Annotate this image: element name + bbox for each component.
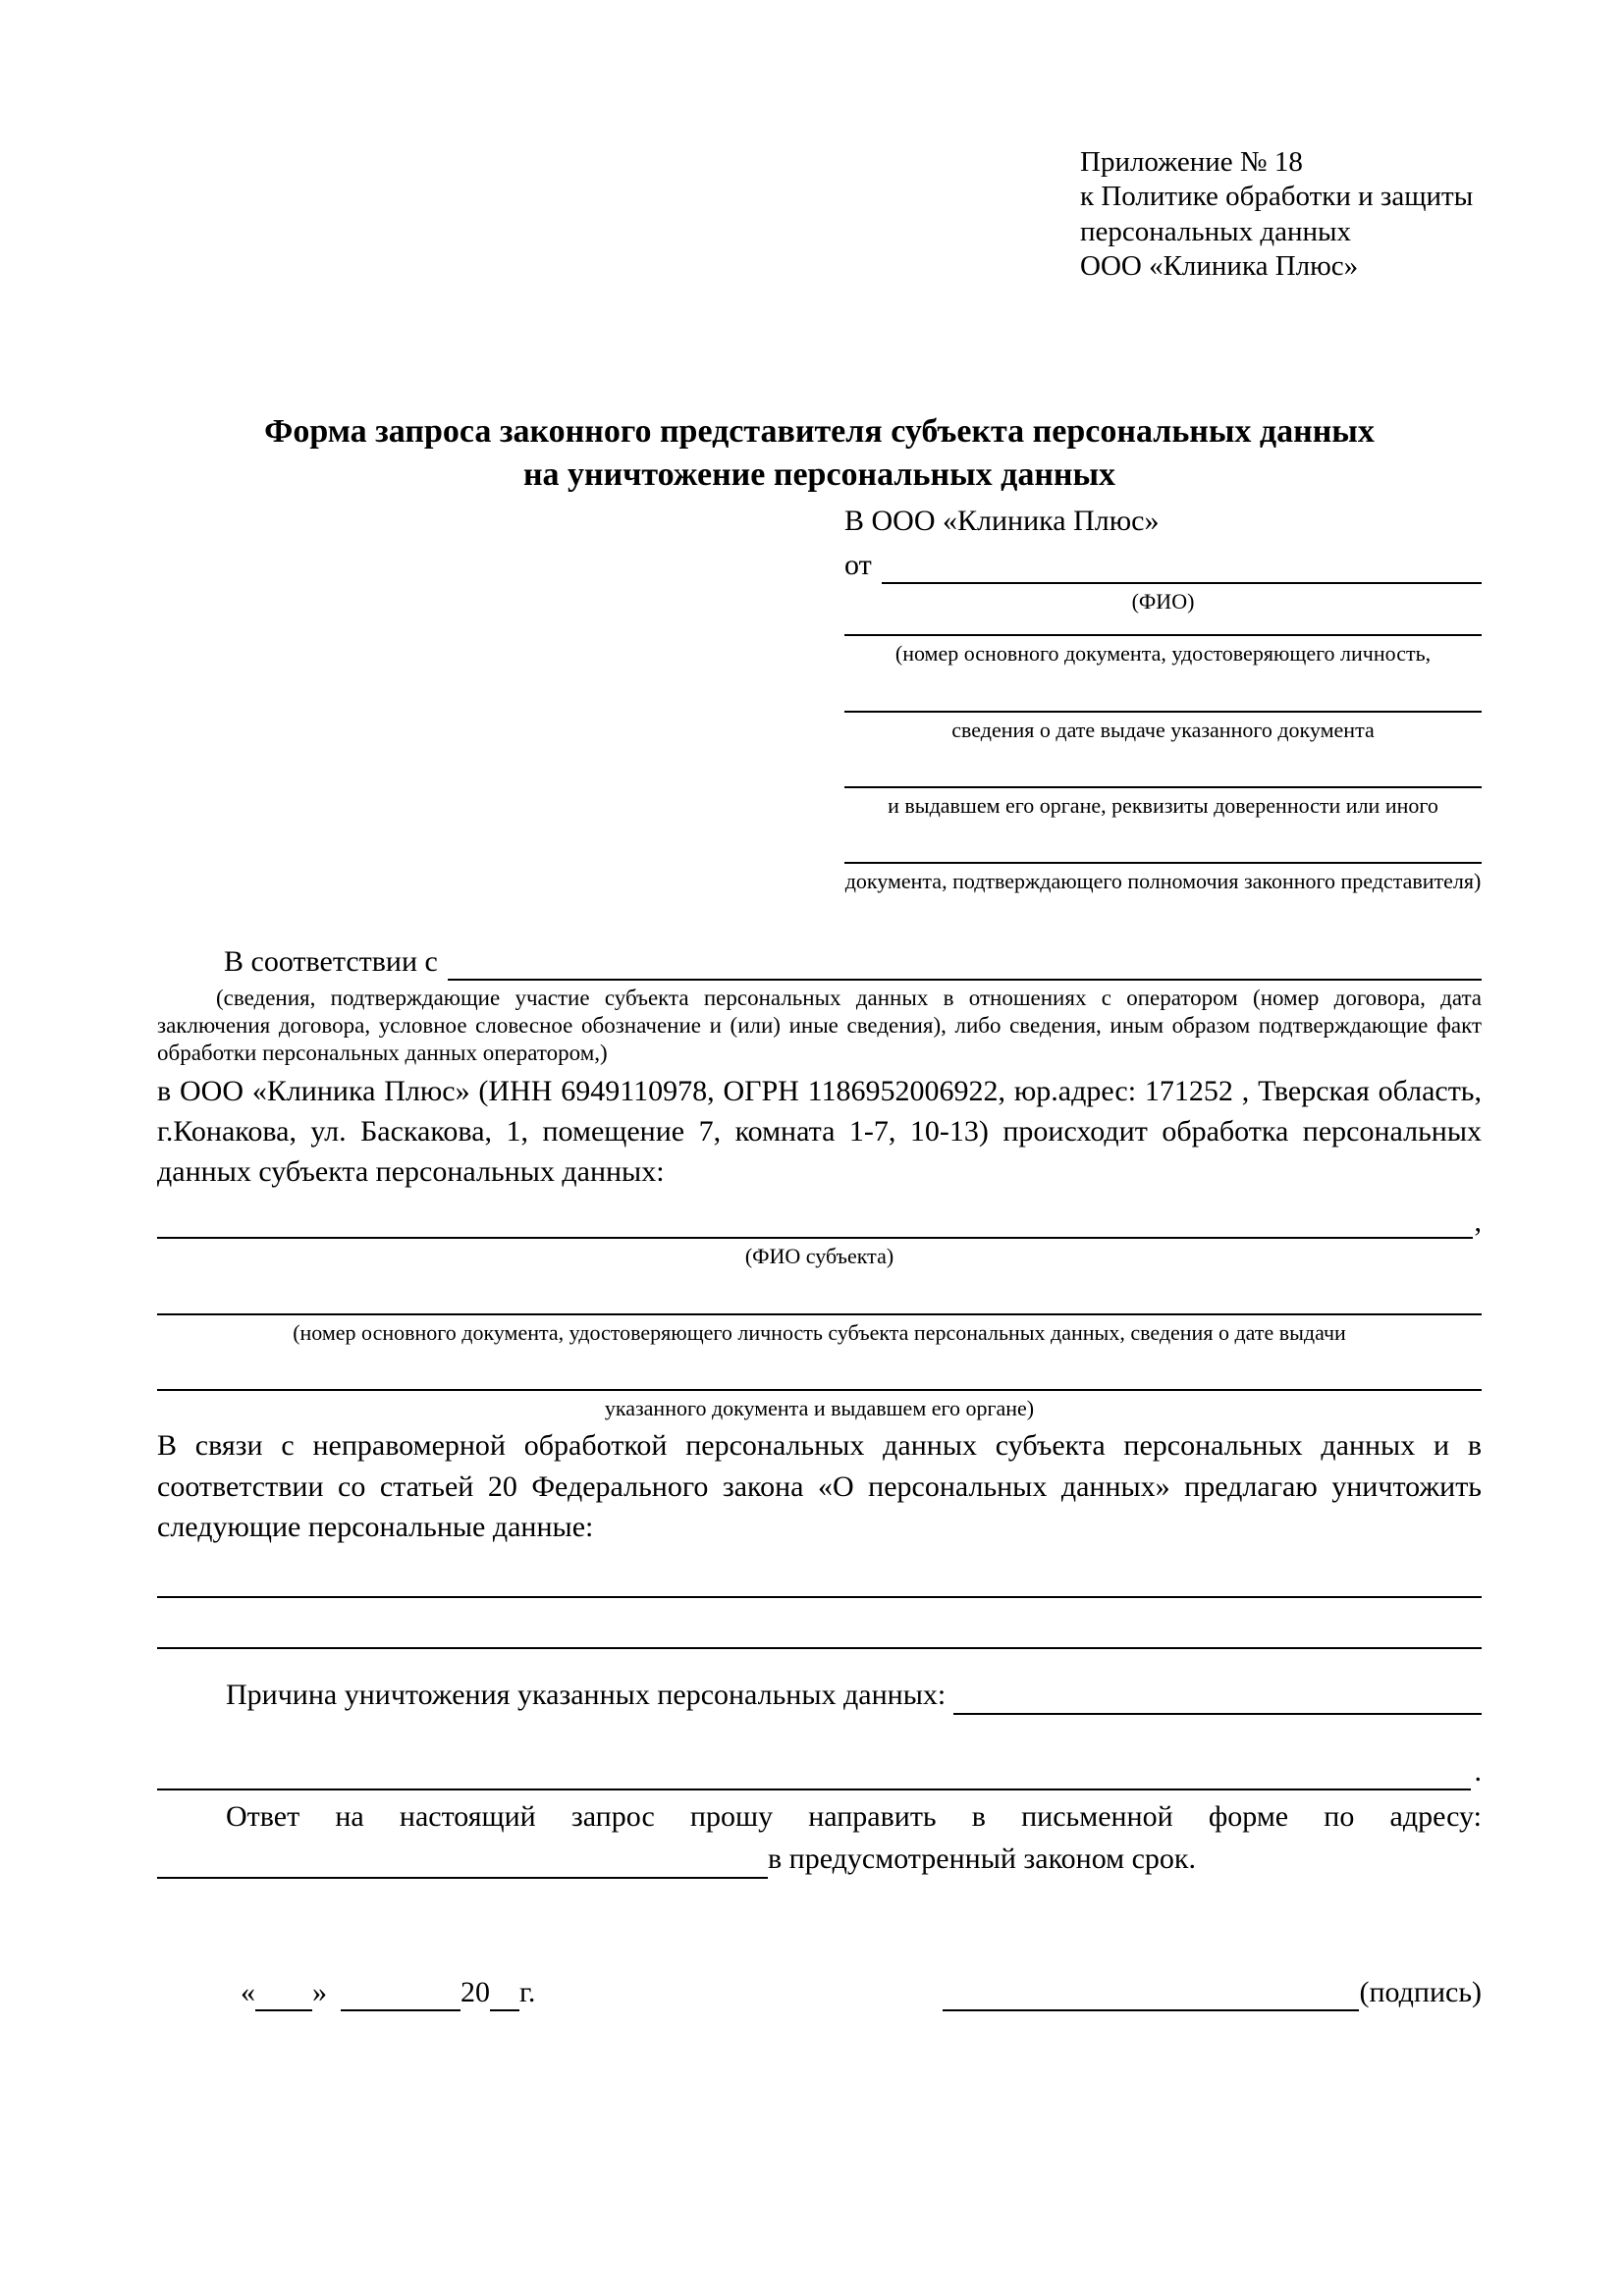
answer-tail-text: в предусмотренный законом срок. [768,1842,1196,1875]
appendix-policy-line2: персональных данных [1080,215,1352,247]
subject-issuer-blank-line [157,1346,1482,1391]
issue-date-caption: сведения о дате выдаче указанного документа [951,717,1375,742]
addressee-to: В ООО «Клиника Плюс» [844,504,1160,537]
reason-period: . [1474,1754,1482,1788]
answer-request-paragraph: Ответ на настоящий запрос прошу направить в письменной форме по адресу: [226,1799,1482,1833]
subject-issuer-caption: указанного документа и выдавшем его органе) [604,1396,1035,1421]
answer-address-blank-line [157,1877,768,1879]
issuing-authority-caption: и выдавшем его органе, реквизиты доверенности или иного [888,793,1438,819]
subject-fio-comma: , [1474,1205,1482,1239]
accordance-blank-line [448,979,1482,981]
representative-authority-blank-line [844,819,1482,864]
page-title [157,410,1482,497]
date-month-blank [341,2009,460,2011]
reason-label: Причина уничтожения указанных персональных данных: [226,1678,947,1711]
operator-info-paragraph: в ООО «Клиника Плюс» (ИНН 6949110978, ОГРН 1186952006922, юр.адрес: 171252 , Тверская область, г.Конакова, ул. Баскакова, 1, помещение 7, комната 1-7, 10-13) происходит обработка персональных данных субъекта персональных данных: [157,1074,1482,1189]
subject-fio-row [157,1205,1482,1239]
appendix-number: Приложение № 18 [1080,146,1303,178]
reason-blank-line [953,1713,1482,1715]
document-number-blank-line [844,614,1482,636]
accordance-row [157,942,1482,981]
issue-date-blank-line [844,667,1482,713]
answer-address-row [157,1839,1482,1879]
accordance-note: (сведения, подтверждающие участие субъекта персональных данных в отношениях с оператором (номер договора, дата заключения договора, условное словесное обозначение и (или) иные сведения), либо сведения, иным образом подтверждающие факт обработки персональных данных оператором,) [157,985,1482,1065]
reason-continuation-blank-line [157,1789,1471,1790]
document-number-caption: (номер основного документа, удостоверяющего личность, [894,641,1432,667]
date-quote-close: » [312,1975,327,2008]
date-quote-open: « [241,1975,255,2008]
date-era-label: г. [519,1975,536,2008]
page-title-line1: Форма запроса законного представителя субъекта персональных данных [264,412,1375,450]
date-year-blank [490,2009,519,2011]
subject-fio-caption: (ФИО субъекта) [744,1244,894,1269]
data-to-destroy-blank-line-1 [157,1547,1482,1598]
representative-authority-caption: документа, подтверждающего полномочия законного представителя) [844,869,1482,894]
subject-document-blank-line [157,1270,1482,1315]
page-title-line2: на уничтожение персональных данных [522,455,1116,493]
from-label: от [844,549,872,582]
signature-caption: (подпись) [1359,1975,1482,2008]
date-year-prefix: 20 [460,1975,490,2008]
appendix-company: ООО «Клиника Плюс» [1080,250,1359,283]
accordance-lead: В соответствии с [224,944,438,978]
appendix-header [1080,145,1482,285]
reason-row [157,1675,1482,1715]
appendix-policy-line: к Политике обработки и защиты [1080,181,1474,213]
addressee-block [844,503,1482,895]
sign-part [943,1973,1482,2011]
subject-fio-blank-line [157,1207,1473,1239]
signature-row [157,1973,1482,2011]
destruction-request-paragraph: В связи с неправомерной обработкой персональных данных субъекта персональных данных и в соответствии со статьей 20 Федерального закона «О персональных данных» предлагаю уничтожить следующие персональные данные: [157,1429,1482,1543]
signature-blank-line [943,2009,1359,2011]
reason-continuation-row [157,1752,1482,1790]
subject-document-caption: (номер основного документа, удостоверяющего личность субъекта персональных данных, сведения о дате выдачи [293,1319,1346,1345]
from-name-blank-line [882,582,1482,584]
date-day-blank [255,2009,312,2011]
from-row [844,547,1482,584]
fio-caption: (ФИО) [1131,588,1195,614]
data-to-destroy-blank-line-2 [157,1598,1482,1649]
issuing-authority-blank-line [844,743,1482,788]
date-part [241,1973,535,2011]
